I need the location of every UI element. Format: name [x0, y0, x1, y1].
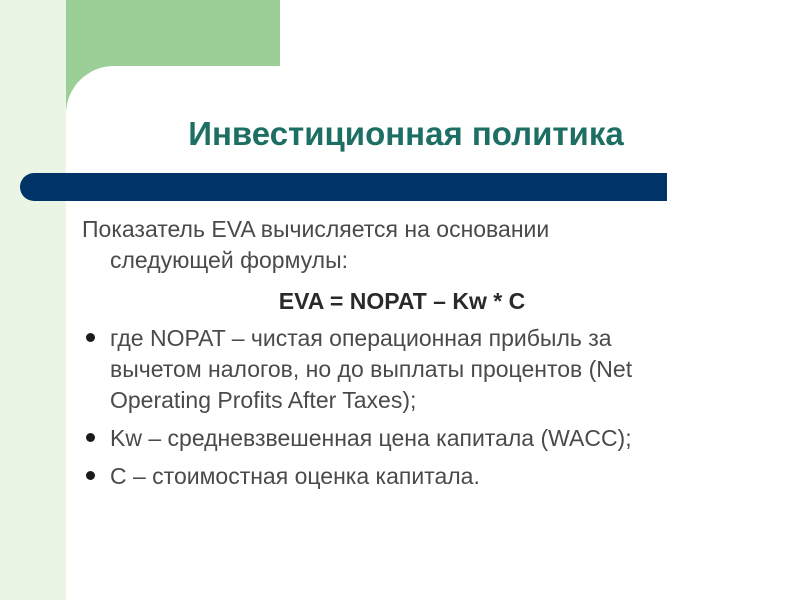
nopat-line-1: где NOPAT – чистая операционная прибыль за [110, 325, 612, 351]
decorative-mint-strip [0, 0, 66, 600]
eva-formula: EVA = NOPAT – Kw * C [278, 288, 526, 314]
bullet-dot-icon [86, 433, 95, 442]
list-item-nopat [82, 323, 762, 416]
nopat-line-3: Operating Profits After Taxes); [110, 387, 417, 413]
list-item-kw [82, 423, 762, 454]
intro-paragraph [82, 214, 762, 276]
c-line-1: С – стоимостная оценка капитала. [110, 463, 480, 489]
bullet-dot-icon [86, 471, 95, 480]
intro-line-1: Показатель EVA вычисляется на основании [82, 216, 550, 242]
slide-body [82, 214, 762, 499]
slide-title: Инвестиционная политика [188, 115, 624, 152]
bullet-dot-icon [86, 333, 95, 342]
definitions-list [82, 323, 762, 492]
kw-line-1: Kw – средневзвешенная цена капитала (WACC); [110, 425, 632, 451]
nopat-line-2: вычетом налогов, но до выплаты процентов (Net [110, 356, 633, 382]
list-item-c [82, 461, 762, 492]
title-accent-bar [20, 173, 667, 201]
intro-line-2: следующей формулы: [110, 247, 348, 273]
